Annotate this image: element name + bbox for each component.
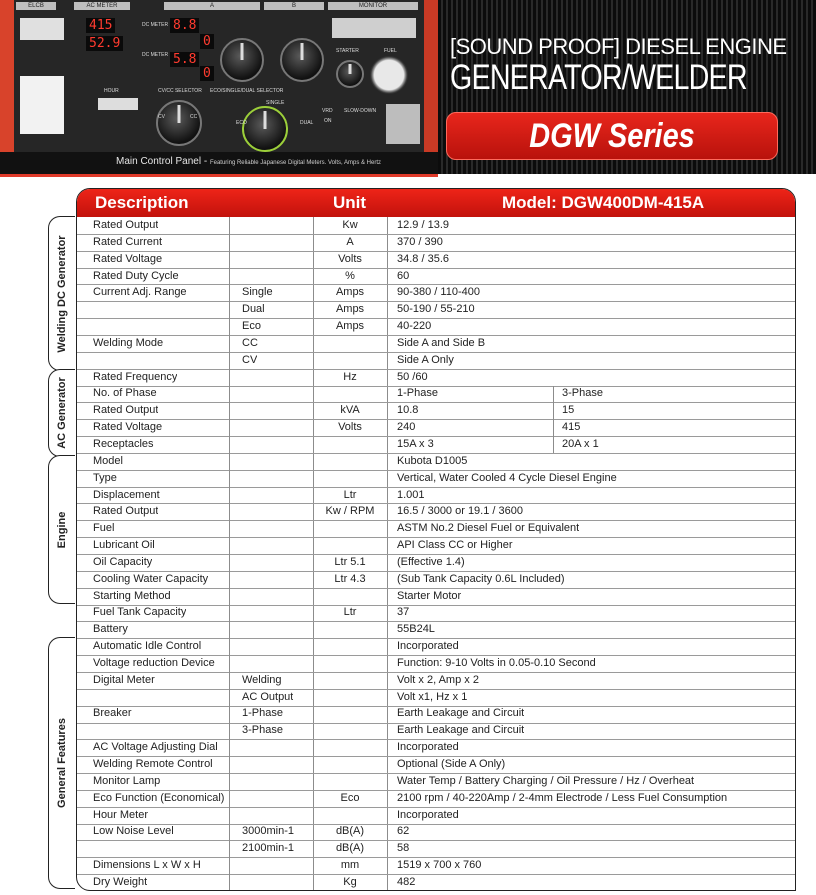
row-unit: Ltr — [343, 488, 357, 501]
row-description: Fuel Tank Capacity — [93, 606, 187, 619]
table-row — [77, 672, 795, 689]
starter-label: STARTER — [336, 48, 359, 54]
series-badge — [446, 112, 778, 160]
category-label: Welding DC Generator — [56, 234, 68, 353]
table-row — [77, 756, 795, 773]
row-unit: Ltr 4.3 — [334, 572, 366, 585]
row-divider — [77, 857, 795, 858]
dial-a-knob — [220, 38, 264, 82]
panel-frame-right — [424, 0, 438, 174]
row-divider — [77, 840, 795, 841]
row-value-2: 3-Phase — [562, 387, 603, 400]
row-description: Voltage reduction Device — [93, 656, 215, 669]
row-description: Breaker — [93, 707, 132, 720]
row-divider — [77, 739, 795, 740]
table-row — [77, 739, 795, 756]
table-row — [77, 621, 795, 638]
row-value: 1.001 — [397, 488, 425, 501]
row-unit: Hz — [343, 370, 357, 383]
row-value: Earth Leakage and Circuit — [397, 724, 525, 737]
dc-a-volt-meter: 8.8 — [170, 18, 199, 33]
row-divider — [77, 453, 795, 454]
row-description: Displacement — [93, 488, 160, 501]
row-description: Rated Output — [93, 219, 159, 231]
header-banner — [0, 0, 816, 174]
table-row — [77, 689, 795, 706]
category-general-features — [48, 637, 75, 889]
row-divider — [77, 301, 795, 302]
row-divider — [77, 756, 795, 757]
table-row — [77, 807, 795, 824]
table-row — [77, 369, 795, 386]
row-value: 50-190 / 55-210 — [397, 303, 475, 316]
row-value: Starter Motor — [397, 589, 462, 602]
row-value: Kubota D1005 — [397, 454, 468, 467]
elcb-breaker — [20, 76, 64, 134]
dial-b-knob — [280, 38, 324, 82]
table-row — [77, 857, 795, 874]
row-description: Welding Remote Control — [93, 758, 213, 770]
row-value: 370 / 390 — [397, 235, 443, 248]
vrd-label: VRD — [322, 108, 333, 114]
row-value: 240 — [397, 421, 416, 434]
row-unit: Kw — [342, 219, 358, 231]
row-description: Current Adj. Range — [93, 286, 187, 299]
row-unit: A — [346, 235, 354, 248]
row-divider — [77, 503, 795, 504]
table-row — [77, 840, 795, 857]
row-description: Type — [93, 471, 117, 484]
fuel-label: FUEL — [384, 48, 397, 54]
row-value: 60 — [397, 269, 410, 282]
row-divider — [77, 689, 795, 690]
row-description: Oil Capacity — [93, 555, 153, 568]
row-value: Incorporated — [397, 808, 459, 821]
b-label: B — [264, 2, 324, 10]
row-sub: 2100min-1 — [242, 842, 294, 855]
monitor-label: MONITOR — [328, 2, 418, 10]
row-value: 90-380 / 110-400 — [397, 286, 480, 299]
cv-label: CV — [158, 114, 165, 120]
row-description: Model — [93, 454, 123, 467]
table-row — [77, 588, 795, 605]
row-value: 1519 x 700 x 760 — [397, 859, 482, 872]
table-row — [77, 722, 795, 739]
row-unit: Kw / RPM — [325, 505, 375, 518]
row-divider — [77, 672, 795, 673]
row-divider — [77, 824, 795, 825]
starter-key — [336, 60, 364, 88]
row-unit: Amps — [335, 320, 365, 333]
category-label: General Features — [56, 718, 68, 808]
caption-detail: Featuring Reliable Japanese Digital Meters. Volts, Amps & Hertz — [209, 160, 382, 166]
row-unit: % — [345, 269, 355, 282]
row-value: Volt x 2, Amp x 2 — [397, 673, 479, 686]
row-sub: 1-Phase — [242, 707, 283, 720]
row-description: Eco Function (Economical) — [93, 791, 225, 804]
row-unit: Ltr 5.1 — [334, 555, 366, 568]
row-value-2: 20A x 1 — [562, 437, 599, 450]
row-description: Cooling Water Capacity — [93, 572, 209, 585]
hour-label: HOUR — [104, 88, 119, 94]
row-unit: dB(A) — [335, 842, 365, 855]
row-divider — [77, 638, 795, 639]
cc-label: CC — [190, 114, 198, 120]
title-line-1: [SOUND PROOF] DIESEL ENGINE — [450, 34, 787, 59]
header-unit: Unit — [333, 193, 367, 212]
row-value: 58 — [397, 842, 410, 855]
row-value-2: 415 — [562, 421, 581, 434]
table-row — [77, 318, 795, 335]
row-divider — [77, 537, 795, 538]
ac-volt-meter: 415 — [86, 18, 115, 33]
table-row — [77, 335, 795, 352]
row-divider — [77, 621, 795, 622]
table-row — [77, 503, 795, 520]
row-divider — [77, 723, 795, 724]
row-unit: dB(A) — [335, 825, 365, 838]
control-panel-photo — [0, 0, 438, 174]
table-row — [77, 554, 795, 571]
row-value: 16.5 / 3000 or 19.1 / 3600 — [397, 505, 523, 518]
caption-main: Main Control Panel - — [116, 156, 210, 167]
row-divider — [77, 773, 795, 774]
row-description: Welding Mode — [93, 336, 164, 349]
dc-meter-b-label: DC METER — [142, 52, 169, 58]
row-description: No. of Phase — [93, 387, 157, 400]
row-divider — [77, 436, 795, 437]
row-divider — [77, 520, 795, 521]
table-row — [77, 874, 795, 891]
category-label: AC Generator — [56, 377, 68, 449]
row-divider — [77, 268, 795, 269]
row-sub: 3000min-1 — [242, 825, 294, 838]
spec-table — [76, 188, 796, 891]
row-value: Function: 9-10 Volts in 0.05-0.10 Second — [397, 656, 596, 669]
row-divider — [77, 807, 795, 808]
row-description: Receptacles — [93, 437, 154, 450]
table-row — [77, 823, 795, 840]
table-row — [77, 604, 795, 621]
row-divider — [77, 470, 795, 471]
table-row — [77, 790, 795, 807]
row-description: Automatic Idle Control — [93, 640, 202, 653]
row-unit: Volts — [338, 421, 362, 434]
banner-bottom-edge — [0, 174, 438, 177]
table-header — [77, 189, 795, 217]
column-divider — [229, 217, 230, 890]
row-unit: Ltr — [343, 606, 357, 619]
row-sub: 3-Phase — [242, 724, 283, 737]
row-sub: Eco — [242, 320, 261, 333]
table-row — [77, 301, 795, 318]
ac-hz-meter: 52.9 — [86, 36, 123, 51]
row-value: 34.8 / 35.6 — [397, 252, 449, 265]
remote-control-receptacle — [386, 104, 420, 144]
row-value: (Effective 1.4) — [397, 555, 465, 568]
monitor-lamps — [332, 18, 416, 38]
header-description: Description — [95, 193, 189, 212]
row-divider — [77, 234, 795, 235]
table-row — [77, 234, 795, 251]
slow-down-label: SLOW-DOWN — [344, 108, 377, 114]
dc-meter-a-label: DC METER — [142, 22, 169, 28]
row-description: Low Noise Level — [93, 825, 174, 838]
series-name: DGW Series — [529, 117, 695, 155]
category-label: Engine — [56, 511, 68, 548]
row-divider — [77, 402, 795, 403]
row-value: Incorporated — [397, 640, 459, 653]
table-row — [77, 251, 795, 268]
row-sub: CV — [242, 353, 258, 366]
cv-cc-selector-label: CV/CC SELECTOR — [158, 88, 202, 94]
table-row — [77, 773, 795, 790]
row-sub: AC Output — [242, 690, 294, 703]
hour-meter — [98, 98, 138, 110]
row-value: 10.8 — [397, 404, 419, 417]
row-description: Rated Voltage — [93, 252, 163, 265]
table-row — [77, 217, 795, 234]
eco-label: ECO — [236, 120, 247, 126]
vrd-on-label: ON — [324, 118, 332, 124]
row-description: Fuel — [93, 522, 115, 535]
photo-caption — [0, 152, 438, 174]
row-divider — [77, 251, 795, 252]
row-description: Dry Weight — [93, 875, 148, 888]
table-row — [77, 268, 795, 285]
row-value: Earth Leakage and Circuit — [397, 707, 525, 720]
title-panel — [438, 0, 816, 174]
row-divider — [77, 318, 795, 319]
row-unit: Kg — [343, 875, 357, 888]
row-sub: Welding — [242, 673, 282, 686]
row-value: API Class CC or Higher — [397, 539, 513, 552]
row-description: AC Voltage Adjusting Dial — [93, 741, 218, 754]
row-divider — [77, 605, 795, 606]
row-divider — [77, 790, 795, 791]
table-row — [77, 284, 795, 301]
row-value: Incorporated — [397, 741, 459, 754]
row-value: 55B24L — [397, 623, 435, 636]
row-divider — [77, 284, 795, 285]
category-ac-generator — [48, 369, 75, 457]
row-value-2: 15 — [562, 404, 575, 417]
table-row — [77, 352, 795, 369]
row-unit: Eco — [340, 791, 360, 804]
row-divider — [77, 352, 795, 353]
header-model: Model: DGW400DM-415A — [502, 193, 705, 212]
table-row — [77, 571, 795, 588]
single-label: SINGLE — [266, 100, 285, 106]
dual-label: DUAL — [300, 120, 314, 126]
row-description: Rated Frequency — [93, 370, 178, 383]
table-row — [77, 537, 795, 554]
row-value: 12.9 / 13.9 — [397, 219, 449, 231]
row-value: 40-220 — [397, 320, 432, 333]
row-divider — [77, 487, 795, 488]
row-sub: CC — [242, 336, 258, 349]
eco-single-dual-label: ECO/SINGLE/DUAL SELECTOR — [210, 88, 284, 94]
row-description: Battery — [93, 623, 128, 636]
row-divider — [77, 706, 795, 707]
row-value: 37 — [397, 606, 410, 619]
table-row — [77, 470, 795, 487]
row-sub: Dual — [242, 303, 265, 316]
row-divider — [77, 655, 795, 656]
row-divider — [77, 571, 795, 572]
row-divider — [77, 874, 795, 875]
eco-single-dual-knob — [242, 106, 288, 152]
row-value: Optional (Side A Only) — [397, 758, 506, 770]
table-row — [77, 402, 795, 419]
column-divider — [553, 386, 554, 453]
table-row — [77, 487, 795, 504]
dc-a-amp-meter: 0 — [200, 34, 214, 49]
row-value: 2100 rpm / 40-220Amp / 2-4mm Electrode / Less Fuel Consumption — [397, 791, 728, 804]
row-description: Lubricant Oil — [93, 539, 155, 552]
table-row — [77, 520, 795, 537]
table-row — [77, 655, 795, 672]
row-divider — [77, 588, 795, 589]
a-label: A — [164, 2, 260, 10]
row-description: Hour Meter — [93, 808, 149, 821]
row-value: 62 — [397, 825, 410, 838]
row-value: Side A Only — [397, 353, 454, 366]
elcb-label: ELCB — [16, 2, 56, 10]
ac-meter-label: AC METER — [74, 2, 130, 10]
table-row — [77, 453, 795, 470]
row-description: Rated Duty Cycle — [93, 269, 179, 282]
fuel-gauge — [370, 56, 408, 94]
row-divider — [77, 335, 795, 336]
row-value: Side A and Side B — [397, 336, 486, 349]
row-unit: Amps — [335, 286, 365, 299]
row-unit: kVA — [340, 404, 360, 417]
row-value: Volt x1, Hz x 1 — [397, 690, 468, 703]
table-row — [77, 419, 795, 436]
table-row — [77, 385, 795, 402]
category-engine — [48, 455, 75, 604]
row-description: Rated Output — [93, 404, 159, 417]
row-unit: Amps — [335, 303, 365, 316]
row-unit: mm — [340, 859, 360, 872]
dc-b-volt-meter: 5.8 — [170, 52, 199, 67]
category-welding-dc-generator — [48, 216, 75, 371]
row-value: (Sub Tank Capacity 0.6L Included) — [397, 572, 565, 585]
dc-b-amp-meter: 0 — [200, 66, 214, 81]
row-divider — [77, 386, 795, 387]
row-description: Digital Meter — [93, 673, 155, 686]
row-value: 482 — [397, 875, 416, 888]
control-panel — [14, 0, 424, 152]
title-line-2: GENERATOR/WELDER — [450, 58, 747, 97]
row-value: ASTM No.2 Diesel Fuel or Equivalent — [397, 522, 580, 535]
row-value: Water Temp / Battery Charging / Oil Pressure / Hz / Overheat — [397, 774, 695, 787]
row-unit: Volts — [338, 252, 362, 265]
row-description: Rated Output — [93, 505, 159, 518]
row-value: Vertical, Water Cooled 4 Cycle Diesel Engine — [397, 471, 617, 484]
table-row — [77, 705, 795, 722]
row-description: Dimensions L x W x H — [93, 859, 201, 872]
row-value: 15A x 3 — [397, 437, 434, 450]
row-description: Rated Voltage — [93, 421, 163, 434]
row-description: Monitor Lamp — [93, 774, 161, 787]
table-row — [77, 638, 795, 655]
row-value: 50 /60 — [397, 370, 428, 383]
row-description: Starting Method — [93, 589, 171, 602]
row-value: 1-Phase — [397, 387, 438, 400]
elcb-switch — [20, 18, 64, 40]
row-description: Rated Current — [93, 235, 163, 248]
row-divider — [77, 554, 795, 555]
row-divider — [77, 369, 795, 370]
row-sub: Single — [242, 286, 273, 299]
row-divider — [77, 419, 795, 420]
cv-cc-knob — [156, 100, 202, 146]
table-row — [77, 436, 795, 453]
